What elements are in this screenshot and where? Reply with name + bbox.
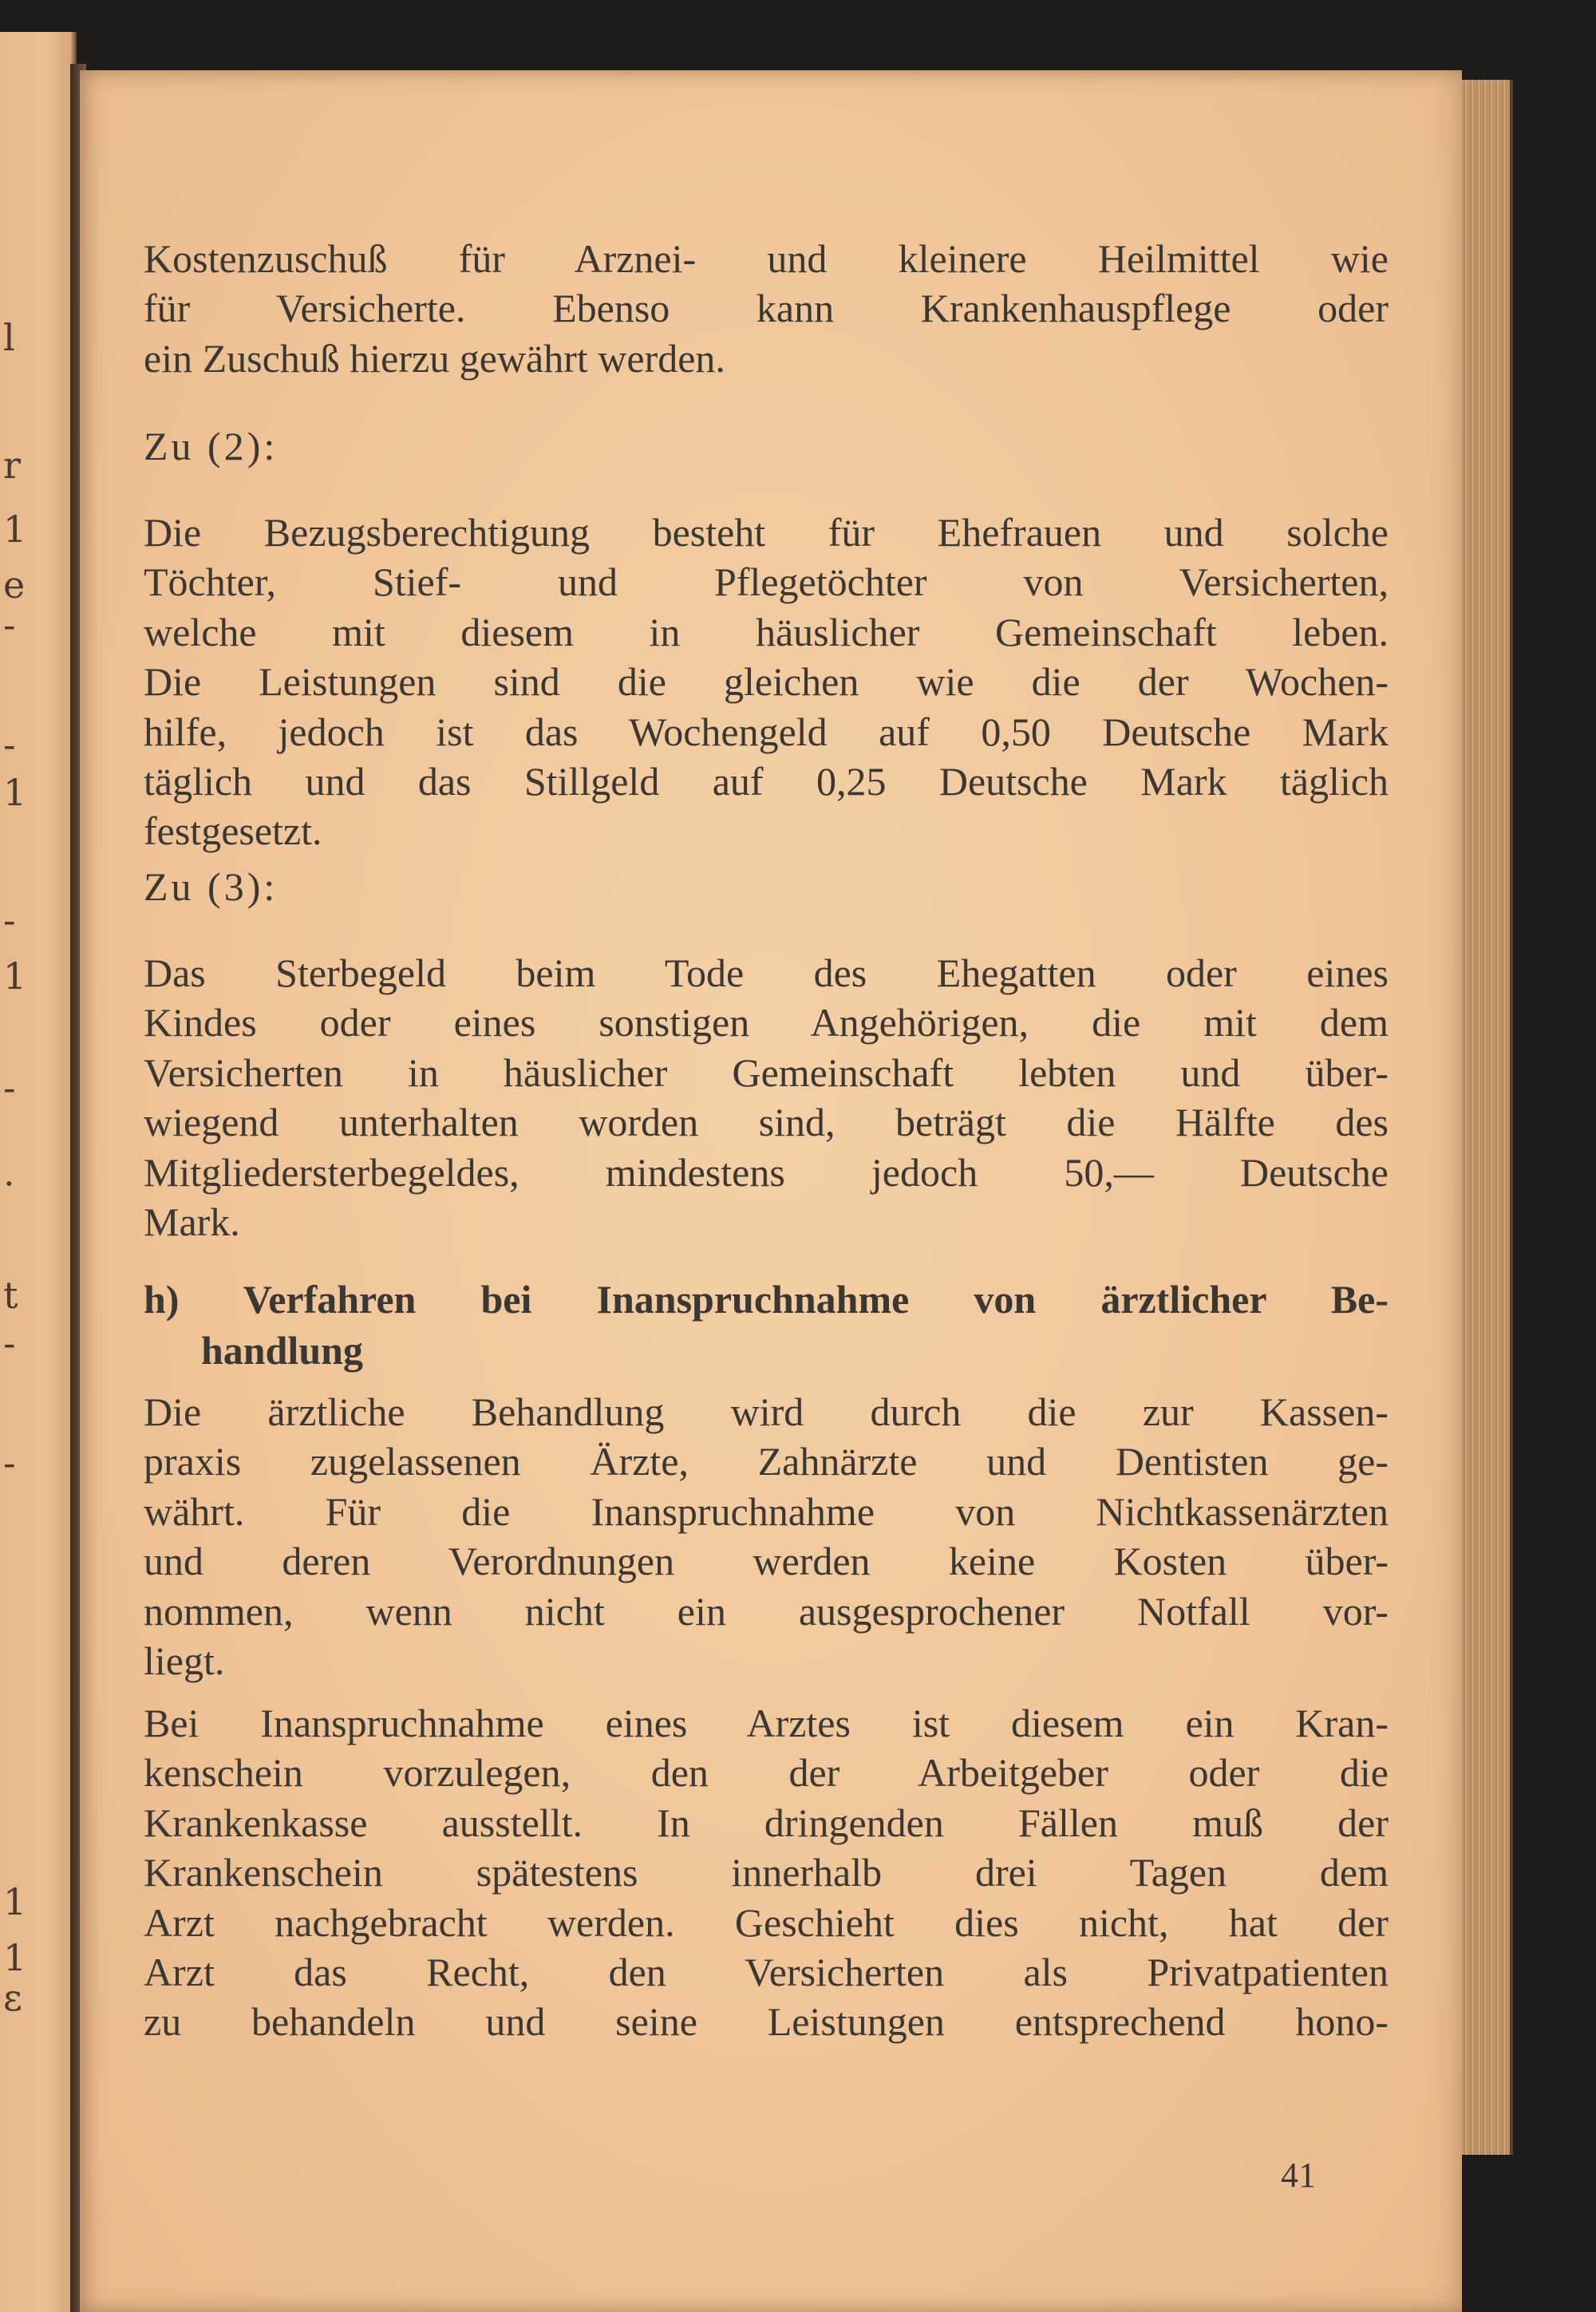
subheading-zu-3: Zu (3): xyxy=(144,864,279,909)
text-line: Mark. xyxy=(144,1199,240,1245)
text-line: Kindes oder eines sonstigen Angehörigen, die mit dem xyxy=(144,1000,1389,1045)
text-line: Krankenschein spätestens innerhalb drei Tagen dem xyxy=(144,1850,1389,1895)
text-line: praxis zugelassenen Ärzte, Zahnärzte und Dentisten ge- xyxy=(144,1439,1389,1484)
text-line: nommen, wenn nicht ein ausgesprochener Notfall vor- xyxy=(144,1588,1389,1634)
text-line: hilfe, jedoch ist das Wochengeld auf 0,50 Deutsche Mark xyxy=(144,709,1389,754)
left-fragment: r xyxy=(3,444,21,487)
text-line: Arzt das Recht, den Versicherten als Privatpatienten xyxy=(144,1950,1389,1995)
text-line: zu behandeln und seine Leistungen entsprechend hono- xyxy=(144,1999,1389,2045)
page-number: 41 xyxy=(1281,2156,1316,2195)
paragraph-bezugsberechtigung xyxy=(144,508,1389,856)
left-fragment: - xyxy=(3,899,16,942)
left-fragment: 1 xyxy=(3,771,27,814)
left-fragment: - xyxy=(3,603,16,646)
text-line: Töchter, Stief- und Pflegetöchter von Versicherten, xyxy=(144,559,1389,605)
left-fragment: - xyxy=(3,723,16,766)
left-fragment: - xyxy=(3,1441,16,1484)
text-line: liegt. xyxy=(144,1638,225,1684)
text-line: kenschein vorzulegen, den der Arbeitgeber oder die xyxy=(144,1750,1389,1796)
text-line: Das Sterbegeld beim Tode des Ehegatten oder eines xyxy=(144,950,1389,995)
left-fragment: 1 xyxy=(3,508,27,551)
page-edges xyxy=(1462,80,1513,2155)
text-line: Arzt nachgebracht werden. Geschieht dies nicht, hat der xyxy=(144,1899,1389,1945)
left-fragment: · xyxy=(3,1162,15,1205)
left-fragment: ε xyxy=(3,1976,22,2019)
left-fragment: - xyxy=(3,1066,16,1109)
left-fragment: t xyxy=(3,1274,18,1317)
paragraph-krankenschein xyxy=(144,1698,1389,2047)
left-fragment: - xyxy=(3,1322,16,1365)
paragraph-sterbegeld xyxy=(144,948,1389,1247)
text-line: Die Bezugsberechtigung besteht für Ehefrauen und solche xyxy=(144,510,1389,555)
left-fragment: 1 xyxy=(3,1880,27,1923)
subheading-zu-2: Zu (2): xyxy=(144,424,279,468)
left-fragment: 1 xyxy=(3,1936,27,1979)
left-fragment: l xyxy=(3,316,15,359)
heading-line: h) Verfahren bei Inanspruchnahme von ärztlicher Be- xyxy=(144,1277,1389,1322)
paragraph-aerztliche-behandlung xyxy=(144,1387,1389,1686)
text-line: Die ärztliche Behandlung wird durch die zur Kassen- xyxy=(144,1389,1389,1434)
section-heading-h xyxy=(144,1274,1389,1376)
text-line: für Versicherte. Ebenso kann Krankenhauspflege oder xyxy=(144,286,1389,331)
left-fragment: 1 xyxy=(3,954,27,998)
book-page xyxy=(80,70,1462,2312)
text-line: täglich und das Stillgeld auf 0,25 Deutsche Mark täglich xyxy=(144,759,1389,804)
text-line: ein Zuschuß hierzu gewährt werden. xyxy=(144,335,725,381)
text-line: Mitgliedersterbegeldes, mindestens jedoch 50,— Deutsche xyxy=(144,1149,1389,1195)
text-line: Versicherten in häuslicher Gemeinschaft lebten und über- xyxy=(144,1049,1389,1095)
left-facing-page xyxy=(0,32,77,2312)
text-line: Krankenkasse ausstellt. In dringenden Fällen muß der xyxy=(144,1800,1389,1845)
left-fragment: e xyxy=(3,563,26,607)
paragraph-heilmittel xyxy=(144,234,1389,383)
left-page-text-fragments xyxy=(0,32,27,2312)
text-line: und deren Verordnungen werden keine Kosten über- xyxy=(144,1539,1389,1584)
text-line: festgesetzt. xyxy=(144,808,322,854)
text-line: währt. Für die Inanspruchnahme von Nichtkassenärzten xyxy=(144,1488,1389,1534)
heading-line: handlung xyxy=(201,1328,363,1373)
text-line: welche mit diesem in häuslicher Gemeinschaft leben. xyxy=(144,609,1389,654)
text-line: wiegend unterhalten worden sind, beträgt die Hälfte des xyxy=(144,1100,1389,1145)
text-line: Kostenzuschuß für Arznei- und kleinere Heilmittel wie xyxy=(144,236,1389,281)
text-line: Bei Inanspruchnahme eines Arztes ist diesem ein Kran- xyxy=(144,1701,1389,1745)
text-line: Die Leistungen sind die gleichen wie die der Wochen- xyxy=(144,659,1389,705)
